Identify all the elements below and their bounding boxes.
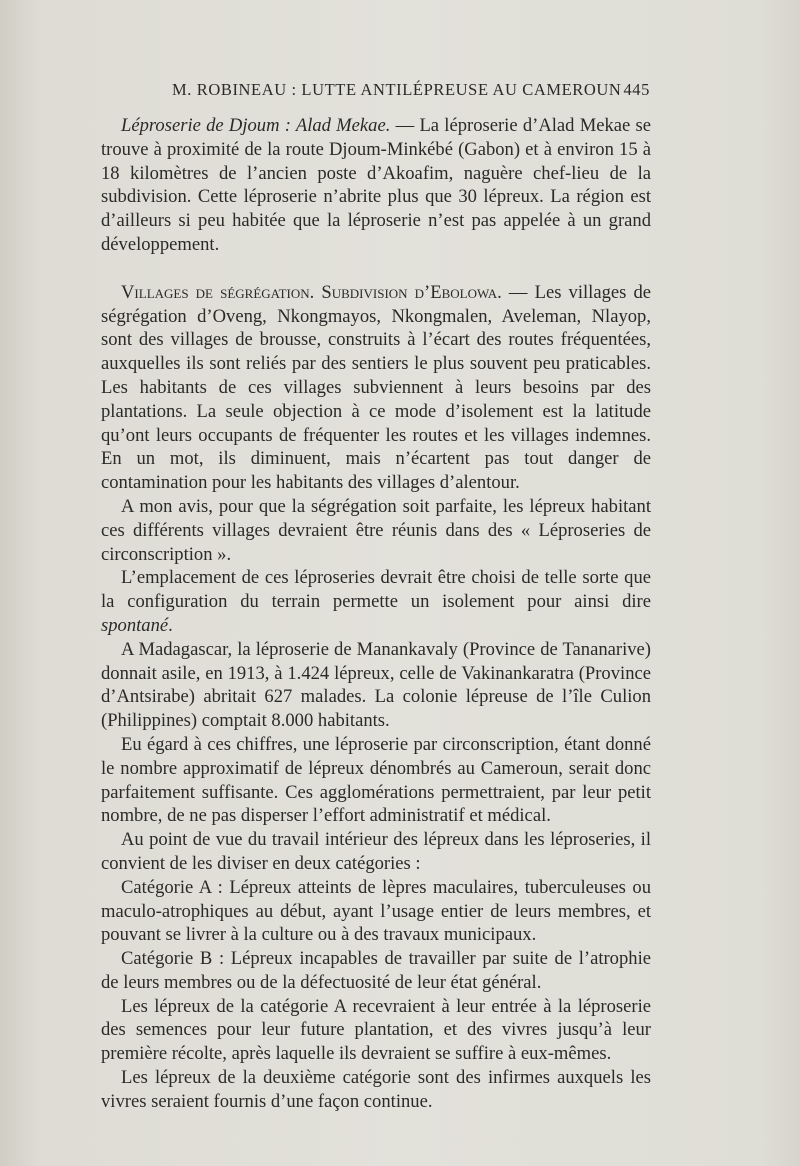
section-heading: Villages de ségrégation. Subdivision d’Ebolowa. [121, 281, 502, 303]
period: . [168, 614, 173, 636]
page-number: 445 [623, 80, 650, 99]
section-heading: Léproserie de Djoum : Alad Mekae. [121, 115, 391, 136]
paragraph: Au point de vue du travail intérieur des lépreux dans les léproseries, il convient de les diviser en deux catégories : [101, 829, 651, 874]
paragraph: Les lépreux de la catégorie A recevraient à leur entrée à la léproserie des semences pour leur future plantation, et des vivres jusqu’à leur première récolte, après laquelle ils devraient se suffire à eux-mêmes. [101, 995, 651, 1065]
paragraph: A Madagascar, la léproserie de Manankavaly (Province de Tananarive) donnait asile, en 1913, à 1.424 lépreux, celle de Vakinankaratra (Province d’Antsirabe) abritait 627 malades. La colonie lépreuse de l’île Culion (Philippines) comptait 8.000 habitants. [101, 638, 651, 732]
section-text: — La léproserie d’Alad Mekae se trouve à proximité de la route Djoum-Minkébé (Gabon) et à environ 15 à 18 kilomètres de l’ancien poste d’Akoafim, naguère chef-lieu de la subdivision. Cette léproserie n’abrite plus que 30 lépreux. La région est d’ailleurs si peu habitée que la léproserie n’est pas appelée à un grand développement. [101, 115, 652, 255]
paragraph: Eu égard à ces chiffres, une léproserie par circonscription, étant donné le nombre approximatif de lépreux dénombrés au Cameroun, serait donc parfaitement suffisante. Ces agglomérations permettraient, par leur petit nombre, de ne pas disperser l’effort administratif et médical. [101, 733, 651, 827]
section-text: — Les villages de ségrégation d’Oveng, Nkongmayos, Nkongmalen, Aveleman, Nlayop, sont des villages de brousse, construits à l’écart des routes fréquentées, auxquelles ils sont reliés par des sentiers le plus souvent peu praticables. Les habitants de ces villages subviennent à leurs besoins par des plantations. La seule objection à ce mode d’isolement est la latitude qu’ont leurs occupants de fréquenter les routes et les villages indemnes. En un mot, ils diminuent, mais n’écartent pas tout danger de contamination pour les habitants des villages d’alentour. [101, 281, 651, 494]
section-gap [101, 257, 651, 281]
italic-word: spontané [101, 614, 169, 636]
section-villages [101, 281, 651, 495]
paragraph [101, 566, 651, 637]
paragraph-text: L’emplacement de ces léproseries devrait être choisi de telle sorte que la configuration du terrain permette un isolement pour ainsi dire [101, 567, 651, 613]
running-title: M. ROBINEAU : LUTTE ANTILÉPREUSE AU CAMEROUN [172, 80, 622, 99]
paragraph: Catégorie B : Lépreux incapables de travailler par suite de l’atrophie de leurs membres ou de la défectuosité de leur état général. [101, 948, 651, 993]
paragraph: Les lépreux de la deuxième catégorie sont des infirmes auxquels les vivres seraient fournis d’une façon continue. [101, 1067, 651, 1112]
running-head [172, 80, 650, 106]
paragraph: Catégorie A : Lépreux atteints de lèpres maculaires, tuberculeuses ou maculo-atrophiques au début, ayant l’usage entier de leurs membres, et pouvant se livrer à la culture ou à des travaux municipaux. [101, 876, 651, 946]
paragraph: A mon avis, pour que la ségrégation soit parfaite, les lépreux habitant ces différents villages devraient être réunis dans des « Léproseries de circonscription ». [101, 495, 651, 565]
body-text [101, 114, 651, 1114]
section-djoum [101, 114, 651, 257]
